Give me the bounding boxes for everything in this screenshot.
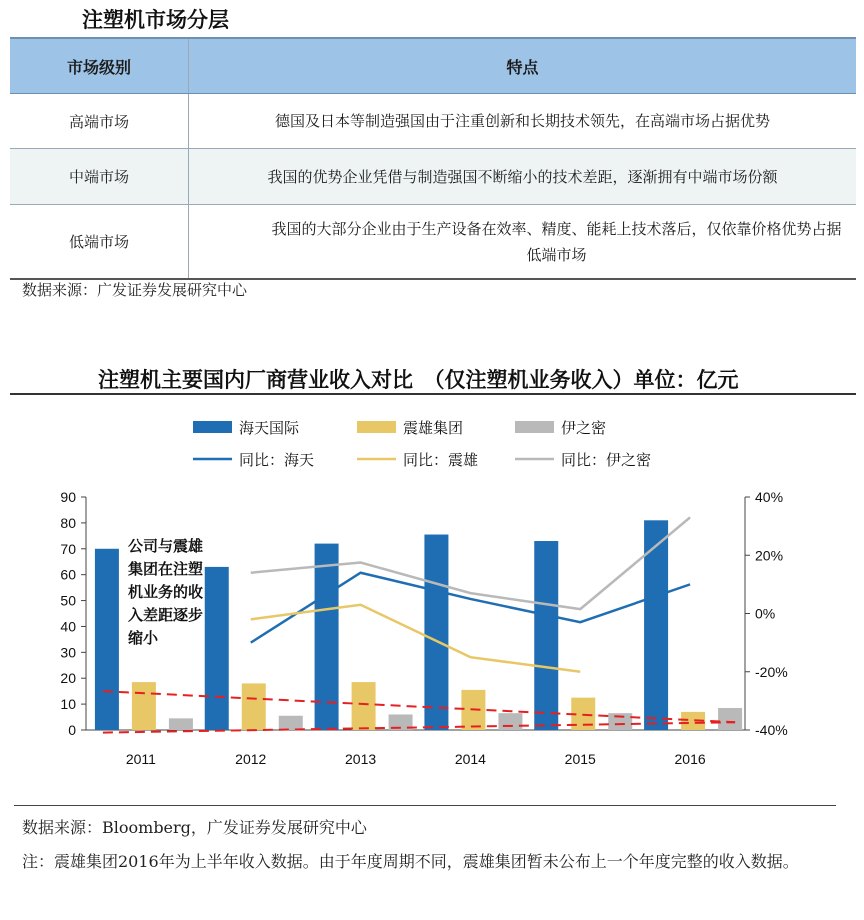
legend-label: 震雄集团 <box>403 419 464 437</box>
x-tick-label: 2011 <box>125 751 156 767</box>
y2-tick-label: 0% <box>755 605 776 622</box>
y2-tick-label: 40% <box>755 489 784 505</box>
level-cell: 中端市场 <box>10 149 189 205</box>
bar-震雄集团 <box>352 682 376 730</box>
chart-note: 注：震雄集团2016年为上半年收入数据。由于年度周期不同，震雄集团暂未公布上一个年度完整的收入数据。 <box>22 852 799 871</box>
legend-label: 同比：震雄 <box>403 451 479 469</box>
y2-tick-label: 20% <box>755 547 784 564</box>
y2-tick-label: -20% <box>755 663 788 680</box>
annotation-line: 机业务的收 <box>128 583 204 601</box>
table-row <box>10 205 856 280</box>
trend-line <box>103 691 735 722</box>
annotation-line: 缩小 <box>128 629 159 647</box>
y-tick-label: 90 <box>60 489 76 505</box>
y-tick-label: 40 <box>60 618 76 635</box>
bar-海天国际 <box>95 549 119 730</box>
x-tick-label: 2016 <box>674 751 706 767</box>
y-tick-label: 50 <box>60 592 76 609</box>
y-tick-label: 0 <box>68 722 76 738</box>
level-cell: 高端市场 <box>10 94 189 149</box>
bar-伊之密 <box>279 716 303 730</box>
legend-label: 同比：海天 <box>239 451 315 469</box>
legend-swatch <box>357 421 396 433</box>
bar-伊之密 <box>498 713 522 730</box>
legend-label: 同比：伊之密 <box>561 451 652 469</box>
feature-cell: 我国的优势企业凭借与制造强国不断缩小的技术差距，逐渐拥有中端市场份额 <box>189 149 857 205</box>
revenue-comparison-chart <box>0 395 864 805</box>
bar-海天国际 <box>424 535 448 730</box>
y2-tick-label: -40% <box>755 722 788 738</box>
bar-海天国际 <box>205 567 229 730</box>
annotation-line: 公司与震雄 <box>128 537 204 555</box>
legend-label: 伊之密 <box>561 419 607 437</box>
y-tick-label: 10 <box>60 696 76 713</box>
bar-海天国际 <box>534 541 558 730</box>
bar-震雄集团 <box>132 682 156 730</box>
bar-伊之密 <box>169 718 193 730</box>
y-tick-label: 30 <box>60 644 76 661</box>
x-tick-label: 2015 <box>564 751 596 767</box>
feature-cell: 我国的大部分企业由于生产设备在效率、精度、能耗上技术落后，仅依靠价格优势占据低端市场 <box>189 205 857 280</box>
table-title: 注塑机市场分层 <box>82 7 229 32</box>
x-tick-label: 2012 <box>235 751 267 767</box>
y-tick-label: 20 <box>60 670 76 687</box>
y-tick-label: 60 <box>60 566 76 583</box>
chart-title: 注塑机主要国内厂商营业收入对比 （仅注塑机业务收入）单位：亿元 <box>98 367 739 392</box>
market-tier-table <box>10 37 856 280</box>
y-tick-label: 70 <box>60 540 76 557</box>
line-同比：震雄 <box>251 605 581 672</box>
trend-line <box>103 722 735 732</box>
bar-伊之密 <box>718 708 742 730</box>
bar-震雄集团 <box>242 683 266 730</box>
header-features: 特点 <box>189 38 857 94</box>
table-row <box>10 149 856 205</box>
level-cell: 低端市场 <box>10 205 189 280</box>
chart-bottom-rule <box>14 805 836 806</box>
annotation-line: 入差距逐步 <box>128 606 204 624</box>
legend-swatch <box>515 421 554 433</box>
feature-cell: 德国及日本等制造强国由于注重创新和长期技术领先，在高端市场占据优势 <box>189 94 857 149</box>
x-tick-label: 2013 <box>345 751 377 767</box>
y-tick-label: 80 <box>60 514 76 531</box>
chart-source: 数据来源：Bloomberg，广发证券发展研究中心 <box>22 818 367 837</box>
table-source: 数据来源：广发证券发展研究中心 <box>22 281 248 299</box>
x-tick-label: 2014 <box>454 751 486 767</box>
legend-label: 海天国际 <box>239 419 300 437</box>
header-market-level: 市场级别 <box>10 38 189 94</box>
table-row <box>10 94 856 149</box>
legend-swatch <box>193 421 232 433</box>
annotation-line: 集团在注塑 <box>128 560 204 578</box>
